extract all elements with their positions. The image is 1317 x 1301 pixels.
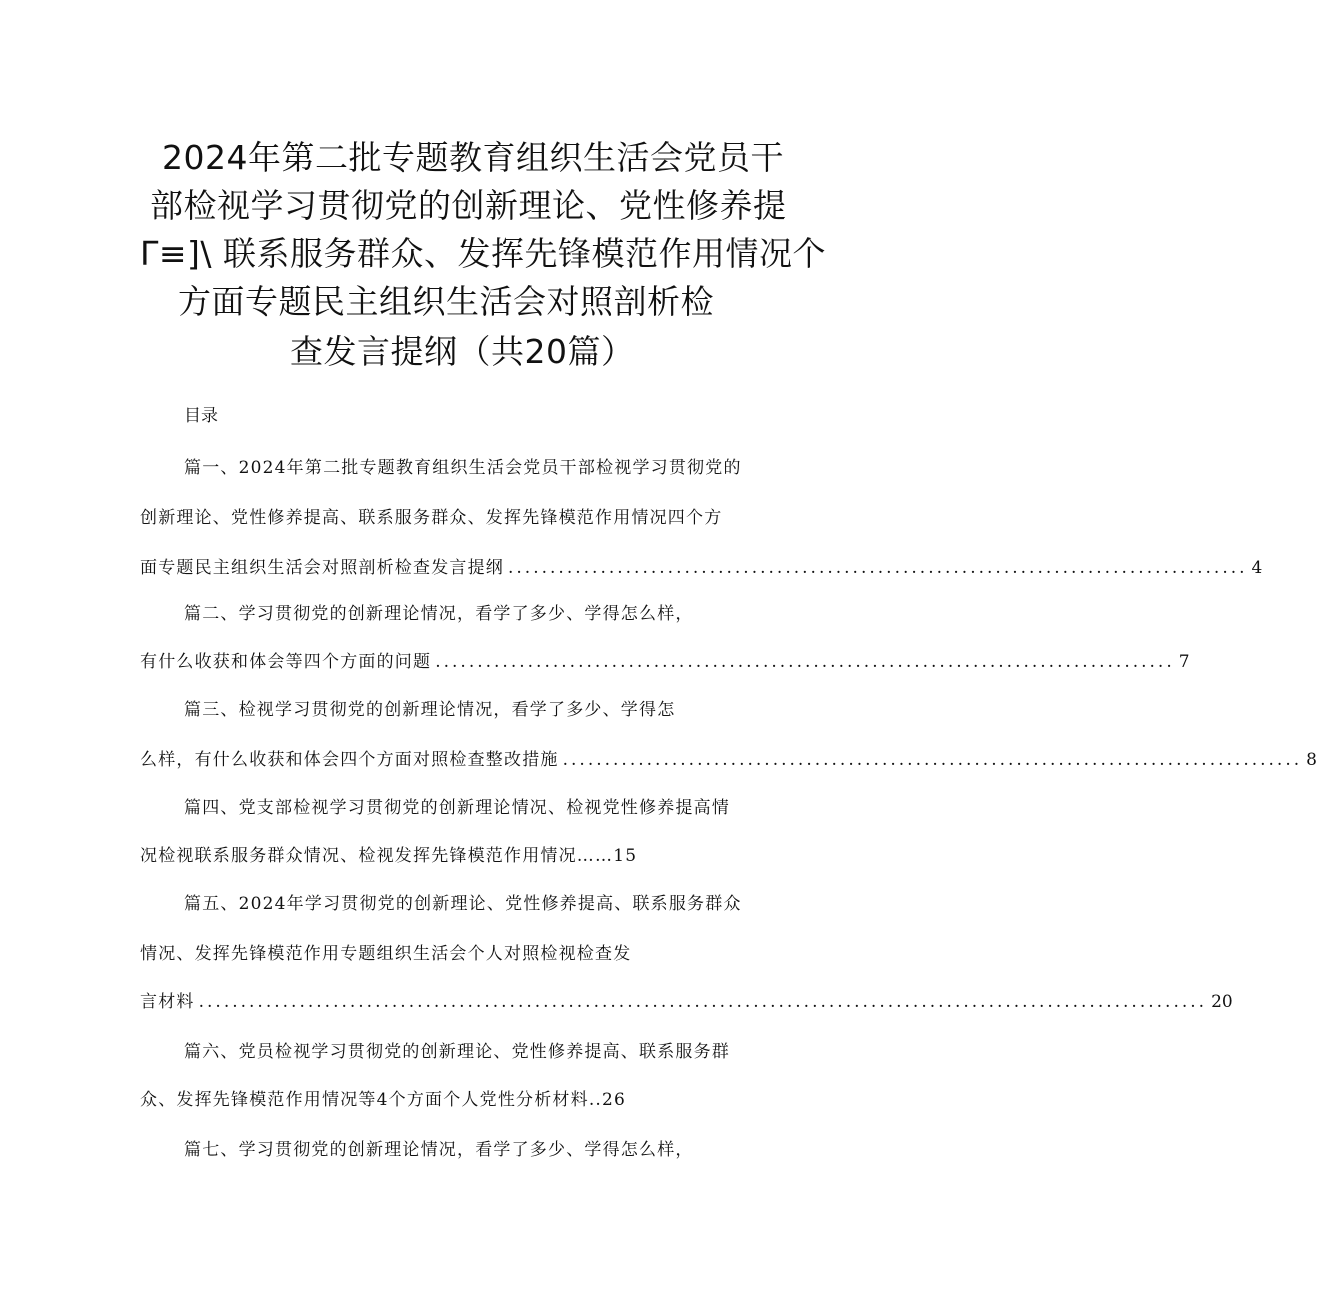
toc-leader-dots: ........................................................................................ bbox=[562, 750, 1303, 770]
toc-entry-5-line-1: 篇五、2024年学习贯彻党的创新理论、党性修养提高、联系服务群众 bbox=[184, 894, 742, 914]
toc-entry-5-line-3[interactable] bbox=[140, 990, 1233, 1014]
toc-leader-dots: ........................................................................................ bbox=[508, 558, 1248, 578]
title-line-3: Γ≡]\ 联系服务群众、发挥先锋模范作用情况个 bbox=[140, 234, 827, 273]
toc-entry-2-line-1: 篇二、学习贯彻党的创新理论情况，看学了多少、学得怎么样， bbox=[184, 604, 694, 624]
toc-entry-1-line-2: 创新理论、党性修养提高、联系服务群众、发挥先锋模范作用情况四个方 bbox=[140, 508, 723, 528]
toc-entry-6-line-2[interactable]: 众、发挥先锋模范作用情况等4个方面个人党性分析材料..26 bbox=[140, 1090, 627, 1110]
toc-entry-1-line-1: 篇一、2024年第二批专题教育组织生活会党员干部检视学习贯彻党的 bbox=[184, 458, 742, 478]
toc-entry-1-line-3[interactable] bbox=[140, 556, 1263, 580]
toc-entry-2-text: 有什么收获和体会等四个方面的问题 bbox=[140, 652, 432, 672]
toc-heading: 目录 bbox=[184, 406, 218, 426]
toc-entry-3-page: 8 bbox=[1306, 750, 1317, 770]
toc-entry-5-line-2: 情况、发挥先锋模范作用专题组织生活会个人对照检视检查发 bbox=[140, 944, 632, 964]
toc-entry-3-text: 么样，有什么收获和体会四个方面对照检查整改措施 bbox=[140, 750, 559, 770]
toc-entry-1-text: 面专题民主组织生活会对照剖析检查发言提纲 bbox=[140, 558, 504, 578]
toc-entry-5-text: 言材料 bbox=[140, 992, 195, 1012]
toc-leader-dots: ........................................................................................ bbox=[435, 652, 1175, 672]
toc-entry-3-line-2[interactable] bbox=[140, 748, 1317, 772]
toc-entry-1-page: 4 bbox=[1251, 558, 1263, 578]
toc-entry-2-page: 7 bbox=[1178, 652, 1190, 672]
title-line-4: 方面专题民主组织生活会对照剖析检 bbox=[178, 282, 714, 321]
toc-entry-6-line-1: 篇六、党员检视学习贯彻党的创新理论、党性修养提高、联系服务群 bbox=[184, 1042, 730, 1062]
toc-entry-4-line-1: 篇四、党支部检视学习贯彻党的创新理论情况、检视党性修养提高情 bbox=[184, 798, 730, 818]
toc-leader-dots: ........................................................................................................................ bbox=[198, 992, 1208, 1012]
title-line-2: 部检视学习贯彻党的创新理论、党性修养提 bbox=[150, 186, 787, 225]
toc-entry-3-line-1: 篇三、检视学习贯彻党的创新理论情况，看学了多少、学得怎 bbox=[184, 700, 676, 720]
toc-entry-5-page: 20 bbox=[1211, 992, 1233, 1012]
toc-entry-2-line-2[interactable] bbox=[140, 650, 1190, 674]
toc-entry-7-line-1[interactable]: 篇七、学习贯彻党的创新理论情况，看学了多少、学得怎么样， bbox=[184, 1140, 694, 1160]
title-line-1: 2024年第二批专题教育组织生活会党员干 bbox=[162, 138, 784, 177]
title-line-5: 查发言提纲（共20篇） bbox=[290, 332, 635, 371]
toc-entry-4-line-2[interactable]: 况检视联系服务群众情况、检视发挥先锋模范作用情况……15 bbox=[140, 846, 638, 866]
